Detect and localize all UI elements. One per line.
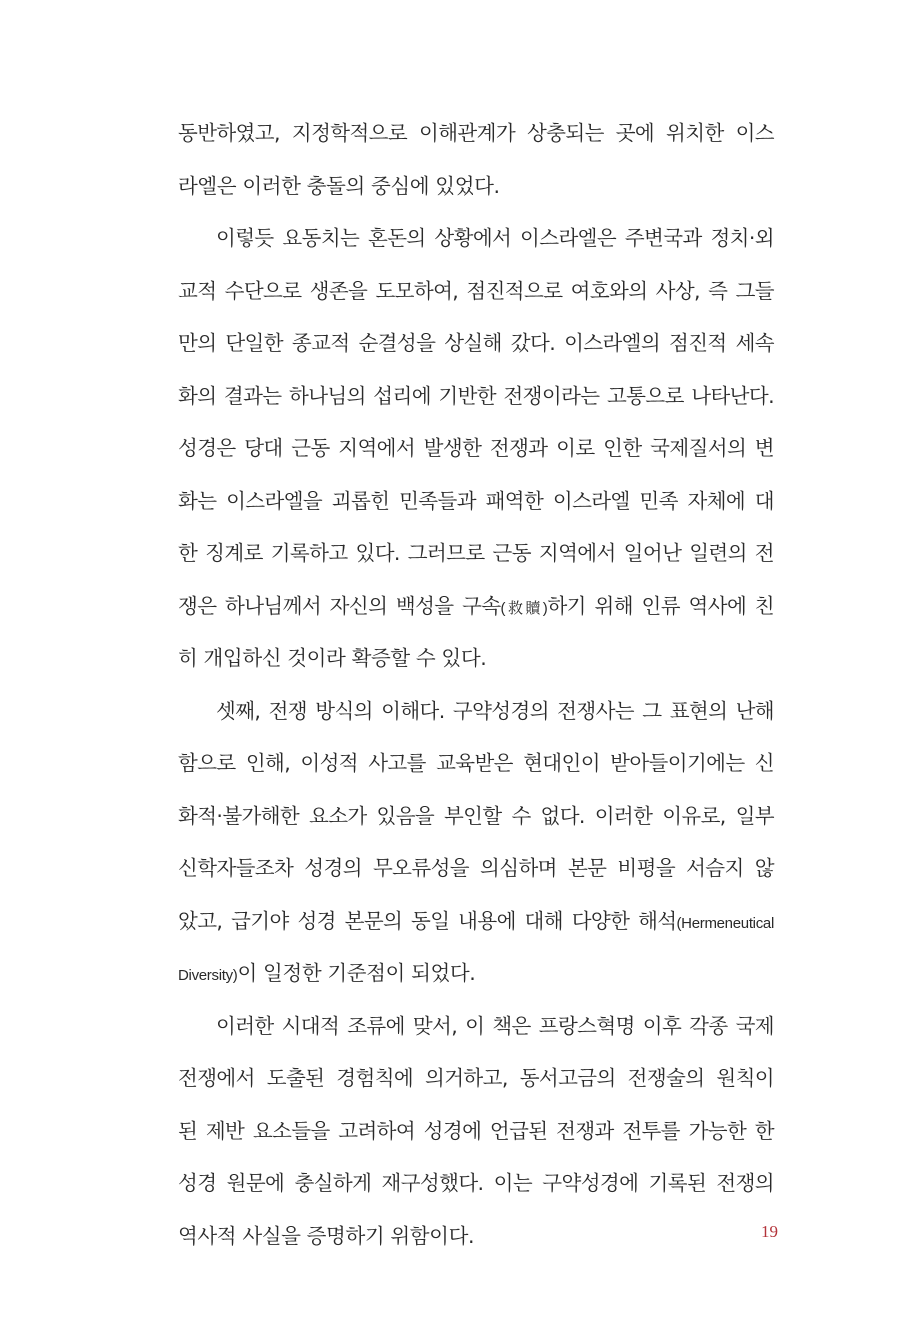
text-line: 이러한 시대적 조류에 맞서, 이 책은 프랑스혁명 이후 각종 국제: [216, 1014, 774, 1038]
text-line: 히 개입하신 것이라 확증할 수 있다.: [178, 646, 487, 670]
text-line: [178, 591, 774, 621]
text-line: 역사적 사실을 증명하기 위함이다.: [178, 1224, 475, 1248]
hanja-annotation: (救贖): [500, 600, 548, 617]
english-annotation: (Hermeneutical: [676, 915, 774, 932]
text-line: 성경 원문에 충실하게 재구성했다. 이는 구약성경에 기록된 전쟁의: [178, 1171, 774, 1195]
text-segment: 하기 위해 인류 역사에 친: [547, 594, 774, 618]
text-segment: 이 일정한 기준점이 되었다.: [237, 961, 476, 985]
text-line: 된 제반 요소들을 고려하여 성경에 언급된 전쟁과 전투를 가능한 한: [178, 1119, 774, 1143]
text-segment: 쟁은 하나님께서 자신의 백성을 구속: [178, 594, 501, 618]
text-line: 한 징계로 기록하고 있다. 그러므로 근동 지역에서 일어난 일련의 전: [178, 541, 774, 565]
text-line: 신학자들조차 성경의 무오류성을 의심하며 본문 비평을 서슴지 않: [178, 856, 774, 880]
text-line: [178, 958, 475, 988]
english-annotation-end: Diversity): [178, 967, 238, 984]
text-line: 라엘은 이러한 충돌의 중심에 있었다.: [178, 174, 500, 198]
text-line: 화적·불가해한 요소가 있음을 부인할 수 없다. 이러한 이유로, 일부: [178, 804, 774, 828]
text-segment: 았고, 급기야 성경 본문의 동일 내용에 대해 다양한 해석: [178, 909, 677, 933]
text-line: 화의 결과는 하나님의 섭리에 기반한 전쟁이라는 고통으로 나타난다.: [178, 384, 774, 408]
text-line: 만의 단일한 종교적 순결성을 상실해 갔다. 이스라엘의 점진적 세속: [178, 331, 774, 355]
text-line: 이렇듯 요동치는 혼돈의 상황에서 이스라엘은 주변국과 정치·외: [216, 226, 774, 250]
text-line: 화는 이스라엘을 괴롭힌 민족들과 패역한 이스라엘 민족 자체에 대: [178, 489, 774, 513]
text-line: 동반하였고, 지정학적으로 이해관계가 상충되는 곳에 위치한 이스: [178, 121, 774, 145]
page-number: 19: [761, 1222, 778, 1241]
text-line: 함으로 인해, 이성적 사고를 교육받은 현대인이 받아들이기에는 신: [178, 751, 774, 775]
text-line: 성경은 당대 근동 지역에서 발생한 전쟁과 이로 인한 국제질서의 변: [178, 436, 774, 460]
text-line: [178, 906, 774, 936]
text-line: 교적 수단으로 생존을 도모하여, 점진적으로 여호와의 사상, 즉 그들: [178, 279, 774, 303]
text-line: 셋째, 전쟁 방식의 이해다. 구약성경의 전쟁사는 그 표현의 난해: [216, 699, 774, 723]
text-line: 전쟁에서 도출된 경험칙에 의거하고, 동서고금의 전쟁술의 원칙이: [178, 1066, 774, 1090]
